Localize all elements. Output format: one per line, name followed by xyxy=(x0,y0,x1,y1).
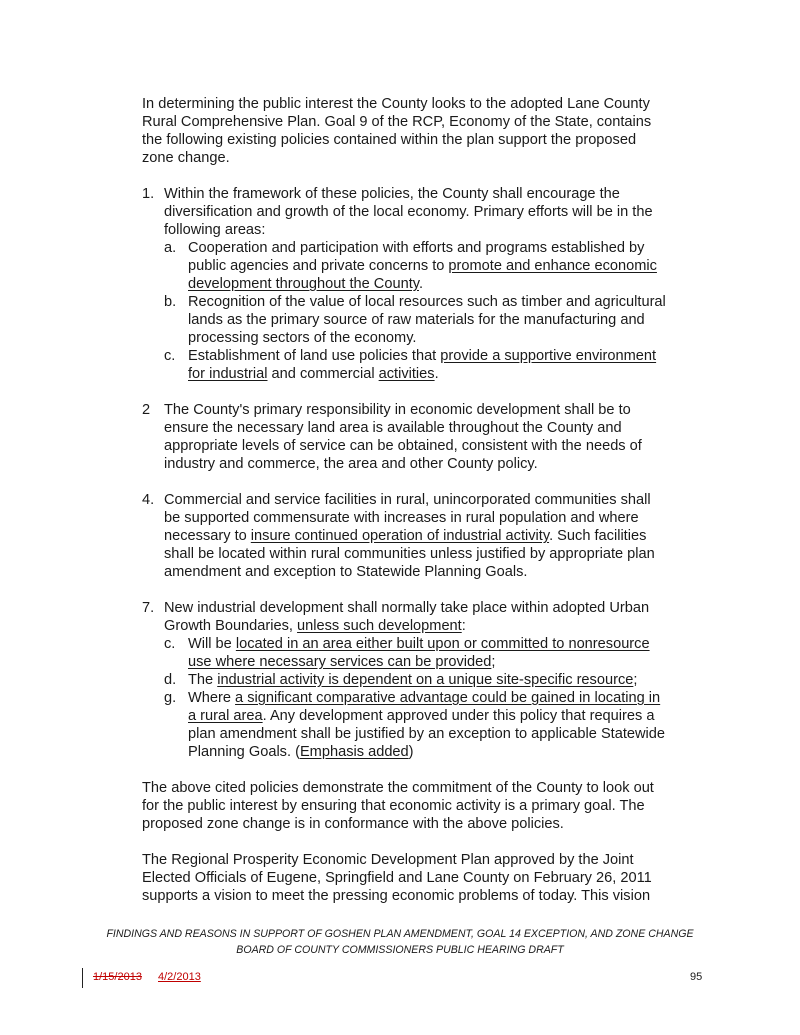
policy-1-item-c: c. Establishment of land use policies that provide a supportive environment for industrial and commercial activities. xyxy=(164,348,657,382)
policy-number: 7. xyxy=(142,600,155,616)
inserted-date: 4/2/2013 xyxy=(158,971,201,983)
underlined-emphasis: development throughout the County xyxy=(188,276,419,292)
intro-paragraph: In determining the public interest the County looks to the adopted Lane County Rural Comprehensive Plan. Goal 9 of the RCP, Economy of the State, contains the following existing policies contained within the plan support the proposed zone change. xyxy=(142,96,652,166)
policy-number: 4. xyxy=(142,492,155,508)
deleted-date: 1/15/2013 xyxy=(93,971,142,983)
underlined-emphasis: unless such development xyxy=(297,618,462,634)
regional-plan-paragraph: The Regional Prosperity Economic Development Plan approved by the Joint Elected Officials of Eugene, Springfield and Lane County on February 26, 2011 supports a vision to meet the pressing economic problems of today. This vision xyxy=(142,852,652,904)
page-number: 95 xyxy=(690,971,703,983)
conclusion-paragraph: The above cited policies demonstrate the commitment of the County to look out for the public interest by ensuring that economic activity is a primary goal. The proposed zone change is in conformance with the above policies. xyxy=(142,780,654,832)
underlined-emphasis: a significant comparative advantage could be gained in locating in xyxy=(235,690,661,706)
policy-4: 4. Commercial and service facilities in rural, unincorporated communities shall be supported commensurate with increases in rural population and where necessary to insure continued operation of industrial activity. Such facilities shall be located within rural communities unless justified by appropriate plan amendment and exception to Statewide Planning Goals. xyxy=(142,492,655,580)
footer-title: FINDINGS AND REASONS IN SUPPORT OF GOSHEN PLAN AMENDMENT, GOAL 14 EXCEPTION, AND ZONE CHANGE xyxy=(106,928,694,940)
policy-1-item-b: b. Recognition of the value of local resources such as timber and agricultural lands as the primary source of raw materials for the manufacturing and processing sectors of the economy. xyxy=(164,294,666,346)
underlined-emphasis: industrial activity is dependent on a unique site-specific resource xyxy=(217,672,634,688)
underlined-emphasis: provide a supportive environment xyxy=(440,348,657,364)
underlined-emphasis: for industrial xyxy=(188,366,268,382)
underlined-emphasis: use where necessary services can be provided xyxy=(188,654,492,670)
footer-subtitle: BOARD OF COUNTY COMMISSIONERS PUBLIC HEARING DRAFT xyxy=(236,944,564,956)
underlined-emphasis: located in an area either built upon or committed to nonresource xyxy=(235,636,650,652)
policy-7-item-d: d. The industrial activity is dependent on a unique site-specific resource; xyxy=(164,672,638,688)
underlined-emphasis: insure continued operation of industrial activity xyxy=(250,528,550,544)
policy-number: 2 xyxy=(142,402,151,418)
underlined-emphasis: activities xyxy=(378,366,435,382)
underlined-emphasis: Emphasis added xyxy=(299,744,409,760)
underlined-emphasis: a rural area xyxy=(188,708,263,724)
policy-number: 1. xyxy=(142,186,155,202)
policy-7-item-g: g. Where a significant comparative advantage could be gained in locating in a rural area. Any development approved under this policy that requires a plan amendment shall be justified by an exception to applicable Statewide Planning Goals. (Emphasis added) xyxy=(164,690,666,760)
underlined-emphasis: promote and enhance economic xyxy=(448,258,657,274)
policy-1-item-a: a. Cooperation and participation with efforts and programs established by public agencies and private concerns to promote and enhance economic development throughout the County. xyxy=(164,240,657,292)
policy-2: 2 The County's primary responsibility in economic development shall be to ensure the necessary land area is available throughout the County and appropriate levels of service can be obtained, consistent with the needs of industry and commerce, the area and other County policy. xyxy=(142,402,642,472)
body-text xyxy=(142,95,707,905)
policy-7: 7. New industrial development shall normally take place within adopted Urban Growth Boundaries, unless such development: c. Will be located in an area either built upon or committed to nonresource use where necessary services can be provided; d. The industrial activity is dependent on a unique site-specific resource; g. Where a significant comparative advantage could be gained in locating in a rural area. Any development approved under this policy that requires a plan amendment shall be justified by an exception to applicable Statewide Planning Goals. (Emphasis added) xyxy=(142,599,707,761)
policy-1: 1. Within the framework of these policies, the County shall encourage the diversification and growth of the local economy. Primary efforts will be in the following areas: a. Cooperation and participation with efforts and programs established by public agencies and private concerns to promote and enhance economic development throughout the County. b. Recognition of the value of local resources such as timber and agricultural lands as the primary source of raw materials for the manufacturing and processing sectors of the economy. c. Establishment of land use policies that provide a supportive environment for industrial and commercial activities. xyxy=(142,185,707,383)
policy-7-item-c: c. Will be located in an area either built upon or committed to nonresource use where necessary services can be provided; xyxy=(164,636,650,670)
revision-change-bar xyxy=(82,968,83,988)
